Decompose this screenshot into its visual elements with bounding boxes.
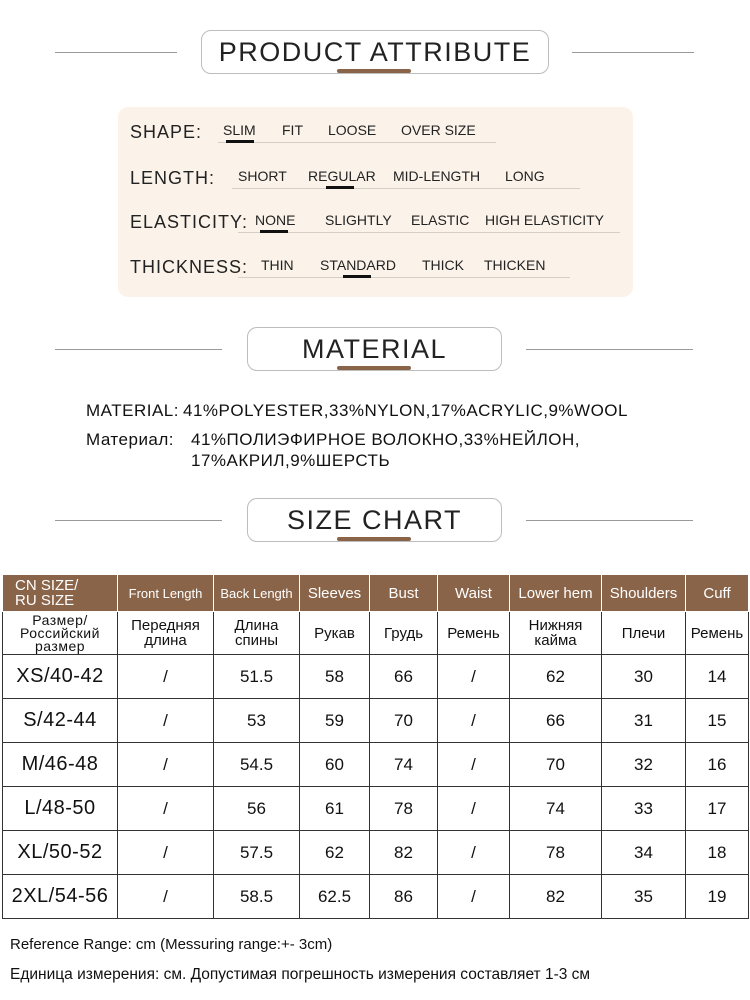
table-cell: 16 (686, 743, 749, 787)
header-cell: Back Length (214, 575, 300, 612)
header-cell-ru: Плечи (602, 612, 686, 655)
size-cell: S/42-44 (3, 699, 118, 743)
material-ru-label: Материал: (86, 430, 175, 449)
attribute-option: HIGH ELASTICITY (485, 212, 605, 228)
title-accent (337, 537, 411, 541)
header-cell-ru: Длина спины (214, 612, 300, 655)
material-title: MATERIAL (247, 327, 502, 371)
product-attribute-heading (0, 22, 750, 82)
attribute-option: ELASTIC (411, 212, 470, 228)
attribute-option: REGULAR (308, 168, 376, 184)
table-cell: 62 (510, 655, 602, 699)
table-row (3, 875, 749, 919)
table-cell: 35 (602, 875, 686, 919)
table-cell: 32 (602, 743, 686, 787)
divider-right (526, 520, 693, 521)
attribute-option: NONE (255, 212, 296, 228)
table-row (3, 699, 749, 743)
table-cell: 62 (300, 831, 370, 875)
header-row-en (3, 575, 749, 612)
header-cell-ru: Ремень (438, 612, 510, 655)
table-cell: 33 (602, 787, 686, 831)
size-cell: M/46-48 (3, 743, 118, 787)
divider-right (526, 349, 693, 350)
attribute-option: SLIM (223, 122, 256, 138)
header-cell: Bust (370, 575, 438, 612)
size-chart-table (2, 574, 749, 919)
divider-left (55, 520, 222, 521)
attribute-row-shape (130, 118, 630, 148)
table-cell: 82 (370, 831, 438, 875)
size-chart-title: SIZE CHART (247, 498, 502, 542)
attribute-option: THIN (261, 257, 294, 273)
attribute-label: LENGTH: (130, 168, 216, 188)
table-cell: 31 (602, 699, 686, 743)
table-row (3, 787, 749, 831)
table-cell: 18 (686, 831, 749, 875)
size-cell: L/48-50 (3, 787, 118, 831)
selected-marker (260, 230, 288, 233)
table-cell: 70 (510, 743, 602, 787)
header-cell-ru: Рукав (300, 612, 370, 655)
attribute-option: LONG (505, 168, 545, 184)
table-cell: 34 (602, 831, 686, 875)
attribute-label: SHAPE: (130, 122, 203, 142)
table-cell: 57.5 (214, 831, 300, 875)
table-cell: 14 (686, 655, 749, 699)
table-cell: / (118, 787, 214, 831)
table-cell: 60 (300, 743, 370, 787)
divider-left (55, 52, 177, 53)
header-cell-ru: Ремень (686, 612, 749, 655)
header-cell-ru: Нижняя кайма (510, 612, 602, 655)
reference-range-note: Reference Range: cm (Messuring range:+- 3cm) (10, 936, 333, 953)
header-cell: Front Length (118, 575, 214, 612)
attribute-option: STANDARD (320, 257, 396, 273)
table-cell: 78 (370, 787, 438, 831)
table-cell: 74 (370, 743, 438, 787)
material-en (86, 401, 628, 421)
table-cell: / (438, 875, 510, 919)
divider-right (572, 52, 694, 53)
material-label: MATERIAL: (86, 401, 179, 420)
table-cell: 51.5 (214, 655, 300, 699)
size-cell: XS/40-42 (3, 655, 118, 699)
title-accent (337, 69, 411, 73)
table-cell: / (118, 831, 214, 875)
table-cell: 30 (602, 655, 686, 699)
attribute-option: SHORT (238, 168, 287, 184)
table-cell: 53 (214, 699, 300, 743)
table-cell: 66 (510, 699, 602, 743)
table-cell: / (438, 831, 510, 875)
table-cell: 58 (300, 655, 370, 699)
table-cell: / (118, 699, 214, 743)
table-cell: 66 (370, 655, 438, 699)
table-cell: 58.5 (214, 875, 300, 919)
size-chart-heading (0, 490, 750, 550)
attribute-row-thickness (130, 253, 630, 283)
material-ru-value-1: 41%ПОЛИЭФИРНОЕ ВОЛОКНО,33%НЕЙЛОН, (191, 430, 580, 449)
table-cell: / (438, 699, 510, 743)
header-cell-ru: Передняя длина (118, 612, 214, 655)
size-cell: XL/50-52 (3, 831, 118, 875)
title-accent (337, 366, 411, 370)
header-row-ru (3, 612, 749, 655)
table-cell: 82 (510, 875, 602, 919)
table-cell: 74 (510, 787, 602, 831)
table-cell: / (438, 655, 510, 699)
table-cell: / (118, 875, 214, 919)
attribute-option: FIT (282, 122, 303, 138)
attribute-option: THICKEN (484, 257, 546, 273)
selected-marker (326, 186, 354, 189)
header-cell: Waist (438, 575, 510, 612)
table-cell: / (438, 787, 510, 831)
table-cell: 54.5 (214, 743, 300, 787)
table-row (3, 831, 749, 875)
header-cell-ru: Размер/ Российский размер (3, 612, 118, 655)
table-cell: 56 (214, 787, 300, 831)
attribute-label: ELASTICITY: (130, 212, 249, 232)
size-cell: 2XL/54-56 (3, 875, 118, 919)
table-row (3, 743, 749, 787)
material-heading (0, 319, 750, 379)
header-cell: Lower hem (510, 575, 602, 612)
table-cell: 19 (686, 875, 749, 919)
table-row (3, 655, 749, 699)
measurement-note-ru: Единица измерения: см. Допустимая погрешность измерения составляет 1-3 см (10, 966, 591, 983)
attribute-option: MID-LENGTH (393, 168, 481, 184)
attribute-label: THICKNESS: (130, 257, 249, 277)
header-cell-ru: Грудь (370, 612, 438, 655)
table-cell: / (118, 655, 214, 699)
product-attribute-title: PRODUCT ATTRIBUTE (201, 30, 549, 74)
table-cell: 62.5 (300, 875, 370, 919)
table-cell: 86 (370, 875, 438, 919)
header-cell: Sleeves (300, 575, 370, 612)
selected-marker (226, 140, 254, 143)
table-cell: 15 (686, 699, 749, 743)
material-ru-value-2: 17%АКРИЛ,9%ШЕРСТЬ (191, 451, 391, 470)
attribute-option: SLIGHTLY (325, 212, 392, 228)
attribute-option: OVER SIZE (401, 122, 476, 138)
selected-marker (343, 275, 371, 278)
divider-left (55, 349, 222, 350)
table-cell: 17 (686, 787, 749, 831)
attribute-row-elasticity (130, 208, 630, 238)
header-cell: Cuff (686, 575, 749, 612)
attribute-option: THICK (422, 257, 464, 273)
material-value: 41%POLYESTER,33%NYLON,17%ACRYLIC,9%WOOL (182, 401, 628, 420)
attribute-option: LOOSE (328, 122, 377, 138)
table-cell: / (118, 743, 214, 787)
attribute-row-length (130, 164, 630, 194)
table-cell: 78 (510, 831, 602, 875)
header-cell: Shoulders (602, 575, 686, 612)
table-cell: / (438, 743, 510, 787)
header-cell: CN SIZE/ RU SIZE (3, 575, 118, 612)
table-cell: 59 (300, 699, 370, 743)
table-cell: 70 (370, 699, 438, 743)
table-cell: 61 (300, 787, 370, 831)
